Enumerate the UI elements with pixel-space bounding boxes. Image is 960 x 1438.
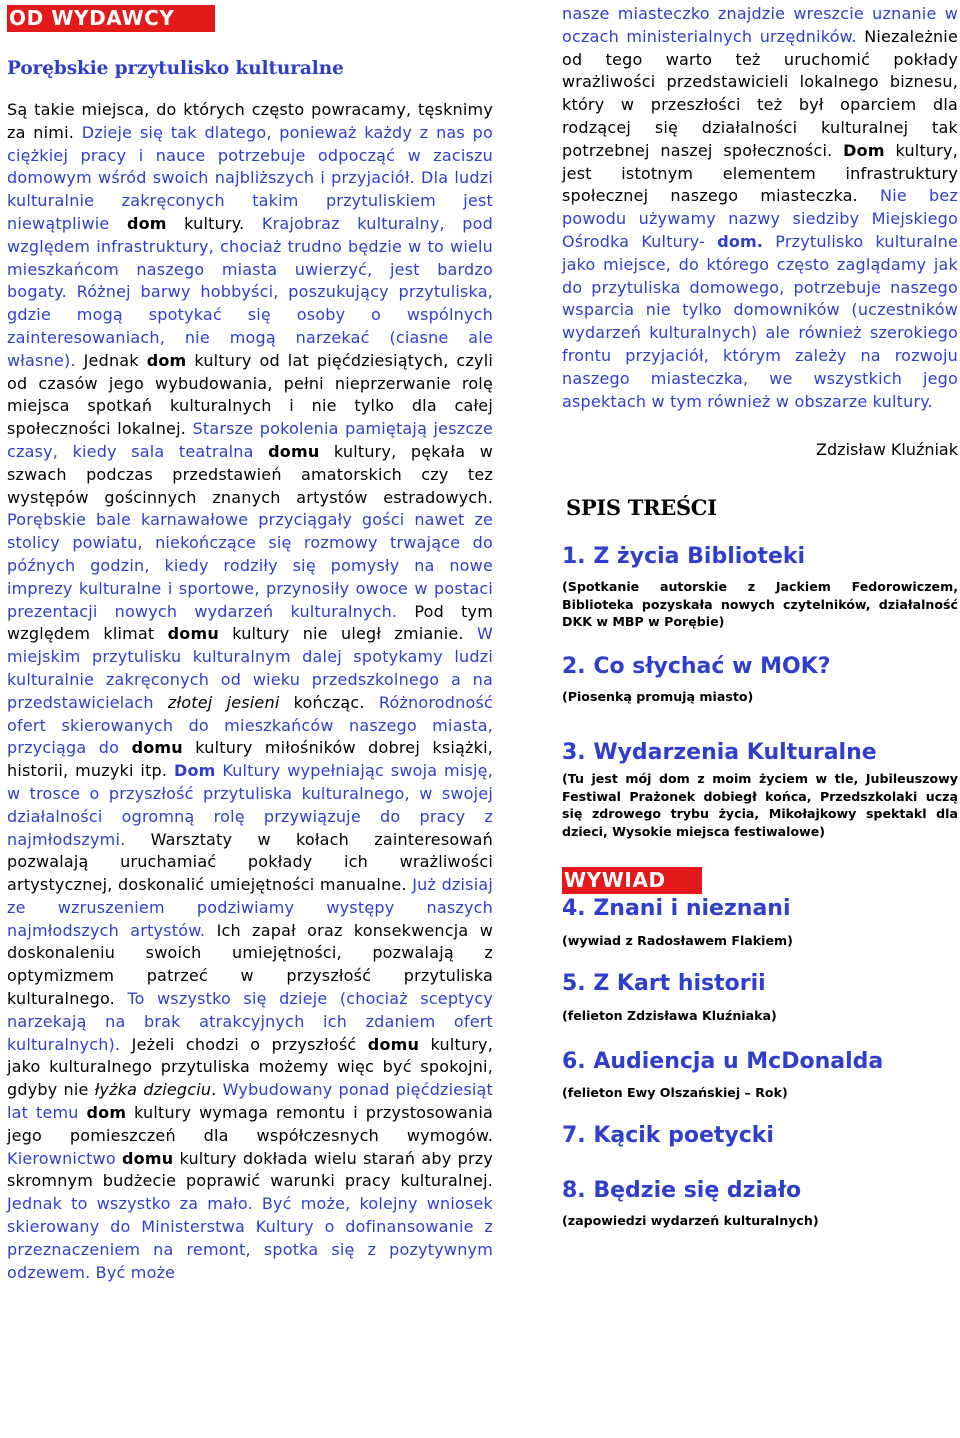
toc-entry-4[interactable] — [562, 895, 958, 950]
text-segment: Dom — [843, 140, 885, 160]
text-segment: To wszystko się dzieje (chociaż sceptycy narzekają na brak atrakcyjnych ich zdaniem ofert kulturalnych). — [7, 989, 493, 1054]
text-segment: Kultury wypełniając swoja misję, w trosce o przyszłość przytuliska kulturalnego, w swojej działalności ogromną rolę przywiązuje do pracy z najmłodszymi. — [7, 761, 493, 849]
toc-entry-3[interactable] — [562, 739, 958, 840]
text-segment: domu — [367, 1034, 420, 1054]
text-segment: domu — [167, 624, 219, 644]
text-segment: Jednak to wszystko za mało. Być może, kolejny wniosek skierowany do Ministerstwa Kultury o dofinansowanie z przeznaczeniem na remont, spotka się z pozytywnym odzewem. Być może — [7, 1194, 493, 1282]
text-segment: Różnorodność ofert skierowanych do mieszkańców naszego miasta, przyciąga do — [7, 692, 493, 758]
text-segment: dom — [126, 213, 167, 233]
text-segment: kultury. — [166, 213, 262, 233]
text-segment: Pod tym względem klimat — [7, 601, 493, 644]
text-segment: kultury, jako kulturalnego przytuliska możemy więc być spokojni, gdyby nie — [7, 1034, 493, 1100]
text-segment: W miejskim przytulisku kulturalnym dalej spotykamy ludzi kulturalnie zakręconych od wieku przedszkolnego a na przedstawicielach — [7, 624, 493, 712]
toc-entry-2[interactable] — [562, 653, 958, 706]
text-segment: Nie bez powodu używamy nazwy siedziby Miejskiego Ośrodka Kultury- — [562, 186, 958, 251]
text-segment: kultury nie uległ zmianie. — [218, 624, 477, 644]
text-segment: kultury wymaga remontu i przystosowania jego pomieszczeń dla współczesnych wymogów. — [7, 1103, 493, 1145]
text-segment: Dom — [173, 761, 216, 781]
toc-entry-desc: (Tu jest mój dom z moim życiem w tle, Jubileuszowy Festiwal Prażonek dobiegł końca, Przedszkolaki uczą się zdrowego trybu życia, Mikołajkowy spektakl dla dzieci, Wysokie miejsca festiwalowe) — [562, 771, 958, 839]
toc-entry-7[interactable] — [562, 1122, 958, 1150]
text-segment: Warsztaty w kołach zainteresowań pozwalają uruchamiać pokłady ich wrażliwości artystycznej, doskonalić umiejętności manualne. — [7, 829, 493, 895]
text-segment: dom — [146, 350, 187, 370]
toc-heading: SPIS TREŚCI — [566, 495, 717, 521]
left-column — [7, 0, 493, 1284]
toc-entry-title[interactable]: 4. Znani i nieznani — [562, 896, 791, 922]
text-segment: Krajobraz kulturalny, pod względem infrastruktury, chociaż trudno będzie w to wielu mieszkańcom naszego miasta uwierzyć, jest bardzo bogaty. Różnej barwy hobbyści, poszukujący przytuliska, gdzie mogą spotykać się osoby o wspólnych zainteresowaniach, nie mogą narzekać (ciasne ale własne). — [7, 213, 494, 370]
toc-entry-8[interactable] — [562, 1177, 958, 1230]
article-body-right — [562, 3, 958, 413]
text-segment: domu — [268, 441, 320, 461]
text-segment: Niezależnie od tego warto też uruchomić pokłady wrażliwości przedstawicieli lokalnego biznesu, który w przeszłości też był oparciem dla rodzącej się działalności kulturalnej tak potrzebnej naszej społeczności. — [562, 26, 958, 160]
toc-entry-6[interactable] — [562, 1048, 958, 1102]
text-segment: Wybudowany ponad pięćdziesiąt lat temu — [7, 1080, 493, 1123]
toc-entry-desc: (Piosenką promują miasto) — [562, 688, 754, 704]
text-segment: dom — [86, 1103, 127, 1123]
toc-entry-title[interactable]: 8. Będzie się działo — [562, 1177, 802, 1203]
text-segment: Są takie miejsca, do których często powracamy, tęsknimy za nimi. — [7, 100, 493, 142]
toc-entry-title[interactable]: 3. Wydarzenia Kulturalne — [562, 740, 877, 766]
text-segment: kultury miłośników dobrej książki, historii, muzyki itp. — [7, 738, 494, 781]
toc-entry-title[interactable]: 7. Kącik poetycki — [562, 1122, 774, 1148]
text-segment: złotej jesieni — [167, 692, 280, 712]
text-segment: Kierownictwo — [7, 1148, 122, 1168]
toc-entry-title[interactable]: 6. Audiencja u McDonalda — [562, 1049, 884, 1075]
toc-entry-desc: (zapowiedzi wydarzeń kulturalnych) — [562, 1212, 819, 1228]
right-column — [562, 0, 958, 1229]
article-author: Zdzisław Kluźniak — [816, 440, 958, 460]
text-segment: kultury od lat pięćdziesiątych, czyli od czasów jego wybudowania, pełni nieprzerwanie rolę miejsca spotkań kulturalnych i nie tylko dla całej społeczności lokalnej. — [7, 350, 493, 439]
section-label-interview: WYWIAD — [562, 867, 702, 894]
article-title: Porębskie przytulisko kulturalne — [7, 58, 344, 79]
text-segment: nasze miasteczko znajdzie wreszcie uznanie w oczach ministerialnych urzędników. — [562, 4, 958, 46]
text-segment: kultury, jest istotnym elementem infrastruktury społecznej naszego miasteczka. — [562, 140, 958, 206]
text-segment: kultury, pękała w szwach podczas przedstawień amatorskich czy tez występów gościnnych znanych artystów estradowych. — [7, 441, 493, 507]
text-segment: kultury dokłada wielu starań aby przy skromnym budżecie poprawić warunki pracy kulturalnej. — [7, 1148, 493, 1191]
text-segment: kończąc. — [279, 692, 379, 712]
section-label-publisher: OD WYDAWCY — [7, 5, 215, 32]
text-segment: Przytulisko kulturalne jako miejsce, do którego często zaglądamy jak do przytuliska domowego, potrzebuje naszego wsparcia nie tylko domowników (uczestników wydarzeń kulturalnych) ale również szerokiego frontu przyjaciół, którym zależy na rozwoju naszego miasteczka, we wszystkich jego aspektach w tym również w obszarze kultury. — [562, 231, 959, 411]
text-segment: Jednak — [83, 350, 147, 370]
text-segment: łyżka dziegciu — [94, 1080, 212, 1100]
text-segment: Dzieje się tak dlatego, ponieważ każdy z nas po ciężkiej pracy i nauce potrzebuje odpocząć w zaciszu domowym wśród swoich najbliższych i przyjaciół. Dla ludzi kulturalnie zakręconych takim przytuliskiem jest niewątpliwie — [7, 122, 493, 233]
text-segment: Ich zapał oraz konsekwencja w doskonaleniu swoich umiejętności, pozwalają z optymizmem patrzeć w przyszłość przytuliska kulturalnego. — [7, 920, 494, 1009]
text-segment: Porębskie bale karnawałowe przyciągały gości nawet ze stolicy powiatu, niekończące się rozmowy trwające do późnych godzin, kiedy rodziły się pomysły na nowe imprezy kulturalne i sportowe, przynosiły owoce w postaci prezentacji nowych wydarzeń kulturalnych. — [7, 510, 493, 621]
text-segment: Jeżeli chodzi o przyszłość — [131, 1034, 368, 1054]
text-segment: Już dzisiaj ze wzruszeniem podziwiamy występy naszych najmłodszych artystów. — [7, 875, 493, 940]
text-segment: dom. — [717, 231, 764, 251]
text-segment: Starsze pokolenia pamiętają jeszcze czasy, kiedy sala teatralna — [7, 419, 493, 461]
article-body-left — [7, 99, 493, 1284]
toc-entry-desc: (wywiad z Radosławem Flakiem) — [562, 933, 793, 949]
toc-entry-title[interactable]: 5. Z Kart historii — [562, 970, 766, 996]
toc-entry-title[interactable]: 1. Z życia Biblioteki — [562, 544, 806, 570]
toc-entry-desc: (Spotkanie autorskie z Jackiem Fedorowiczem, Biblioteka pozyskała nowych czytelników, działalność DKK w MBP w Porębie) — [562, 579, 958, 630]
toc-entry-5[interactable] — [562, 970, 958, 1025]
toc-entry-title[interactable]: 2. Co słychać w MOK? — [562, 653, 831, 679]
text-segment: . — [211, 1080, 223, 1100]
toc-entry-1[interactable] — [562, 543, 958, 631]
toc-entry-desc: (felieton Ewy Olszańskiej – Rok) — [562, 1085, 788, 1101]
toc-entry-desc: (felieton Zdzisława Kluźniaka) — [562, 1007, 777, 1023]
text-segment — [763, 232, 775, 251]
text-segment: domu — [121, 1148, 174, 1168]
text-segment: domu — [131, 738, 183, 758]
